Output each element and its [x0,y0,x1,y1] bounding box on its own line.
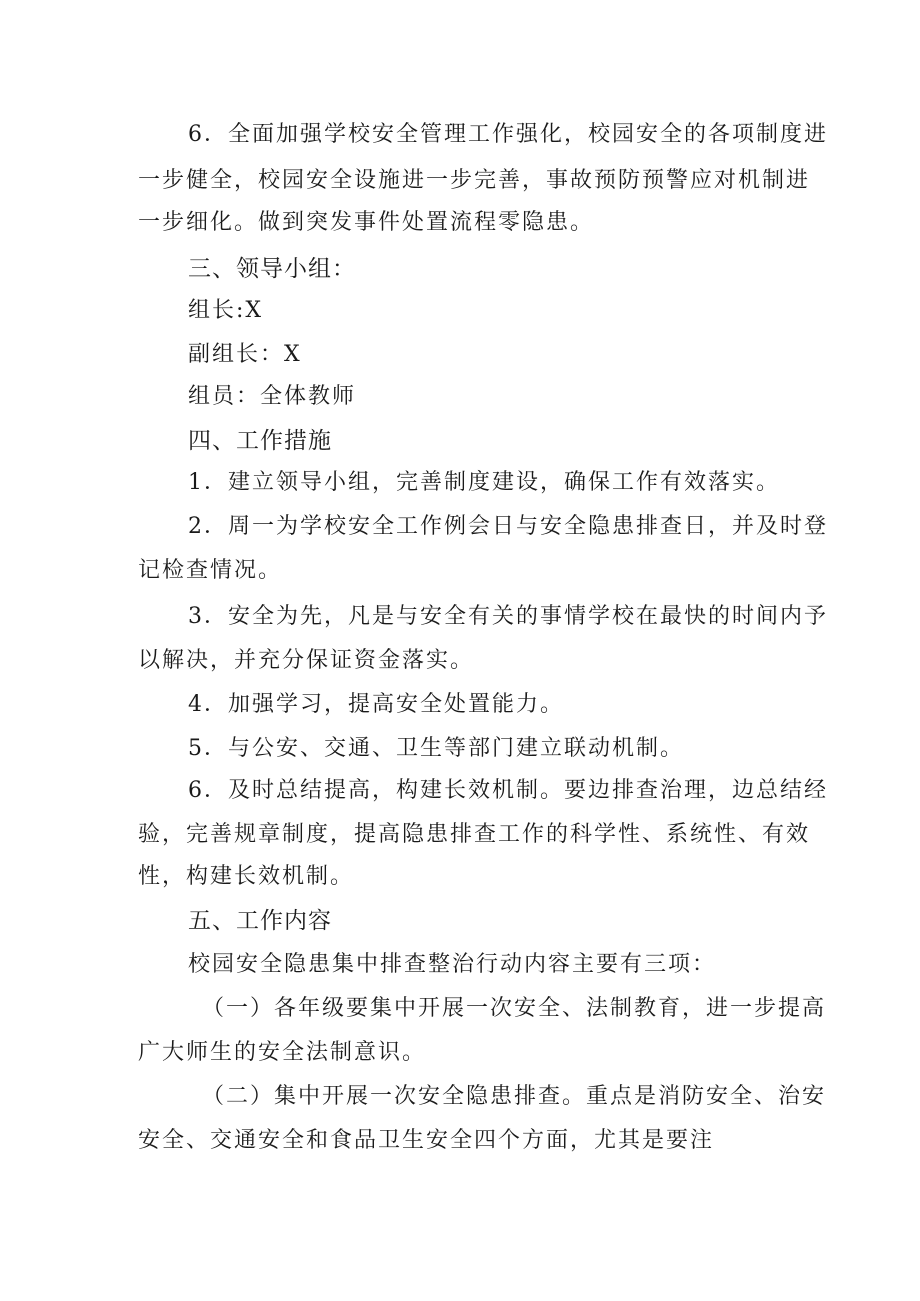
paragraph-line: 4．加强学习，提高安全处置能力。 [188,692,564,717]
section-heading: 三、领导小组： [188,256,356,282]
paragraph-line: 组员：全体教师 [188,384,357,409]
paragraph-line: 一步细化。做到突发事件处置流程零隐患。 [138,210,595,235]
paragraph-line: 性，构建长效机制。 [138,864,355,889]
paragraph-line: 记检查情况。 [138,558,283,583]
paragraph-line: 验，完善规章制度，提高隐患排查工作的科学性、系统性、有效 [138,822,811,847]
paragraph-line: （一）各年级要集中开展一次安全、法制教育，进一步提高 [202,996,827,1021]
paragraph-line: 副组长：X [188,342,302,367]
paragraph-line: 3．安全为先，凡是与安全有关的事情学校在最快的时间内予 [188,604,828,629]
paragraph-line: （二）集中开展一次安全隐患排查。重点是消防安全、治安 [202,1084,827,1109]
paragraph-line: 6．全面加强学校安全管理工作强化，校园安全的各项制度进 [188,122,828,147]
paragraph-line: 组长:X [188,298,264,323]
paragraph-line: 广大师生的安全法制意识。 [138,1040,427,1065]
paragraph-line: 校园安全隐患集中排查整治行动内容主要有三项： [188,952,717,977]
paragraph-line: 2．周一为学校安全工作例会日与安全隐患排查日，并及时登 [188,514,828,539]
paragraph-line: 一步健全，校园安全设施进一步完善，事故预防预警应对机制进 [138,168,811,193]
paragraph-line: 6．及时总结提高，构建长效机制。要边排查治理，边总结经 [188,778,828,803]
paragraph-line: 安全、交通安全和食品卫生安全四个方面，尤其是要注 [138,1128,715,1153]
paragraph-line: 以解决，并充分保证资金落实。 [138,648,475,673]
section-heading: 四、工作措施 [188,428,332,454]
section-heading: 五、工作内容 [188,908,332,934]
paragraph-line: 1．建立领导小组，完善制度建设，确保工作有效落实。 [188,470,780,495]
paragraph-line: 5．与公安、交通、卫生等部门建立联动机制。 [188,736,684,761]
